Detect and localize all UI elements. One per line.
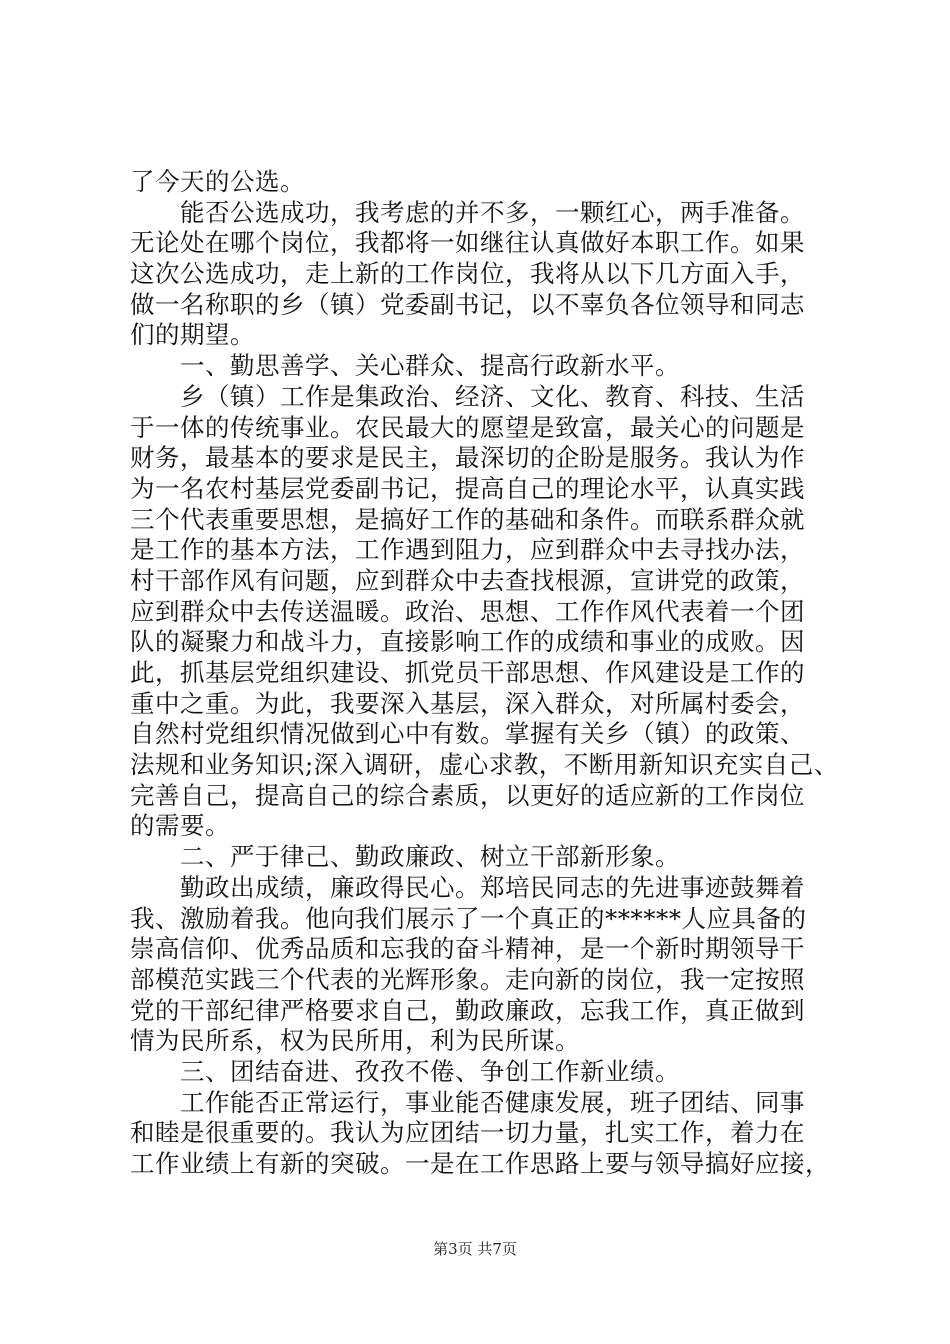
page-number-label: 第3页 共7页 [433,1240,517,1258]
text-line: 应到群众中去传送温暖。政治、思想、工作作风代表着一个团 [130,596,805,626]
text-line: 的需要。 [130,811,230,841]
text-line: 了今天的公选。 [130,167,305,196]
text-line: 法规和业务知识;深入调研，虚心求教，不断用新知识充实自己、 [130,750,839,780]
text-line: 做一名称职的乡（镇）党委副书记，以不辜负各位领导和同志 [130,289,805,319]
text-line: 村干部作风有问题，应到群众中去查找根源，宣讲党的政策， [130,565,805,595]
text-line: 情为民所系，权为民所用，利为民所谋。 [130,1026,580,1056]
text-line: 为一名农村基层党委副书记，提高自己的理论水平，认真实践 [130,473,805,503]
text-line: 我、激励着我。他向我们展示了一个真正的******人应具备的 [130,903,807,933]
text-line: 和睦是很重要的。我认为应团结一切力量，扎实工作，着力在 [130,1118,805,1148]
page-footer [0,1238,950,1259]
text-line: 此，抓基层党组织建设、抓党员干部思想、作风建设是工作的 [130,658,805,687]
text-line: 这次公选成功，走上新的工作岗位，我将从以下几方面入手， [130,259,805,289]
text-line: 于一体的传统事业。农民最大的愿望是致富，最关心的问题是 [130,412,805,442]
text-line: 党的干部纪律严格要求自己，勤政廉政，忘我工作，真正做到 [130,995,805,1025]
text-line: 完善自己，提高自己的综合素质，以更好的适应新的工作岗位 [130,780,805,810]
text-line: 部模范实践三个代表的光辉形象。走向新的岗位，我一定按照 [130,964,805,994]
text-line: 无论处在哪个岗位，我都将一如继往认真做好本职工作。如果 [130,228,805,258]
text-line: 乡（镇）工作是集政治、经济、文化、教育、科技、生活 [130,381,805,411]
text-line: 崇高信仰、优秀品质和忘我的奋斗精神，是一个新时期领导干 [130,934,805,964]
text-line: 财务，最基本的要求是民主，最深切的企盼是服务。我认为作 [130,443,805,473]
section-heading: 二、严于律己、勤政廉政、树立干部新形象。 [130,842,680,872]
text-line: 三个代表重要思想，是搞好工作的基础和条件。而联系群众就 [130,504,805,534]
section-heading: 一、勤思善学、关心群众、提高行政新水平。 [130,351,680,381]
text-line: 自然村党组织情况做到心中有数。掌握有关乡（镇）的政策、 [130,719,805,749]
text-line: 工作业绩上有新的突破。一是在工作思路上要与领导搞好应接， [130,1149,830,1178]
text-line: 重中之重。为此，我要深入基层，深入群众，对所属村委会， [130,688,805,718]
text-line: 队的凝聚力和战斗力，直接影响工作的成绩和事业的成败。因 [130,627,805,657]
text-line: 是工作的基本方法，工作遇到阻力，应到群众中去寻找办法， [130,535,805,565]
text-line: 勤政出成绩，廉政得民心。郑培民同志的先进事迹鼓舞着 [130,872,805,902]
section-heading: 三、团结奋进、孜孜不倦、争创工作新业绩。 [130,1056,680,1086]
text-line: 能否公选成功，我考虑的并不多，一颗红心，两手准备。 [130,197,805,227]
text-line: 工作能否正常运行，事业能否健康发展，班子团结、同事 [130,1087,805,1117]
text-line: 们的期望。 [130,320,255,350]
body-text [130,167,839,1180]
